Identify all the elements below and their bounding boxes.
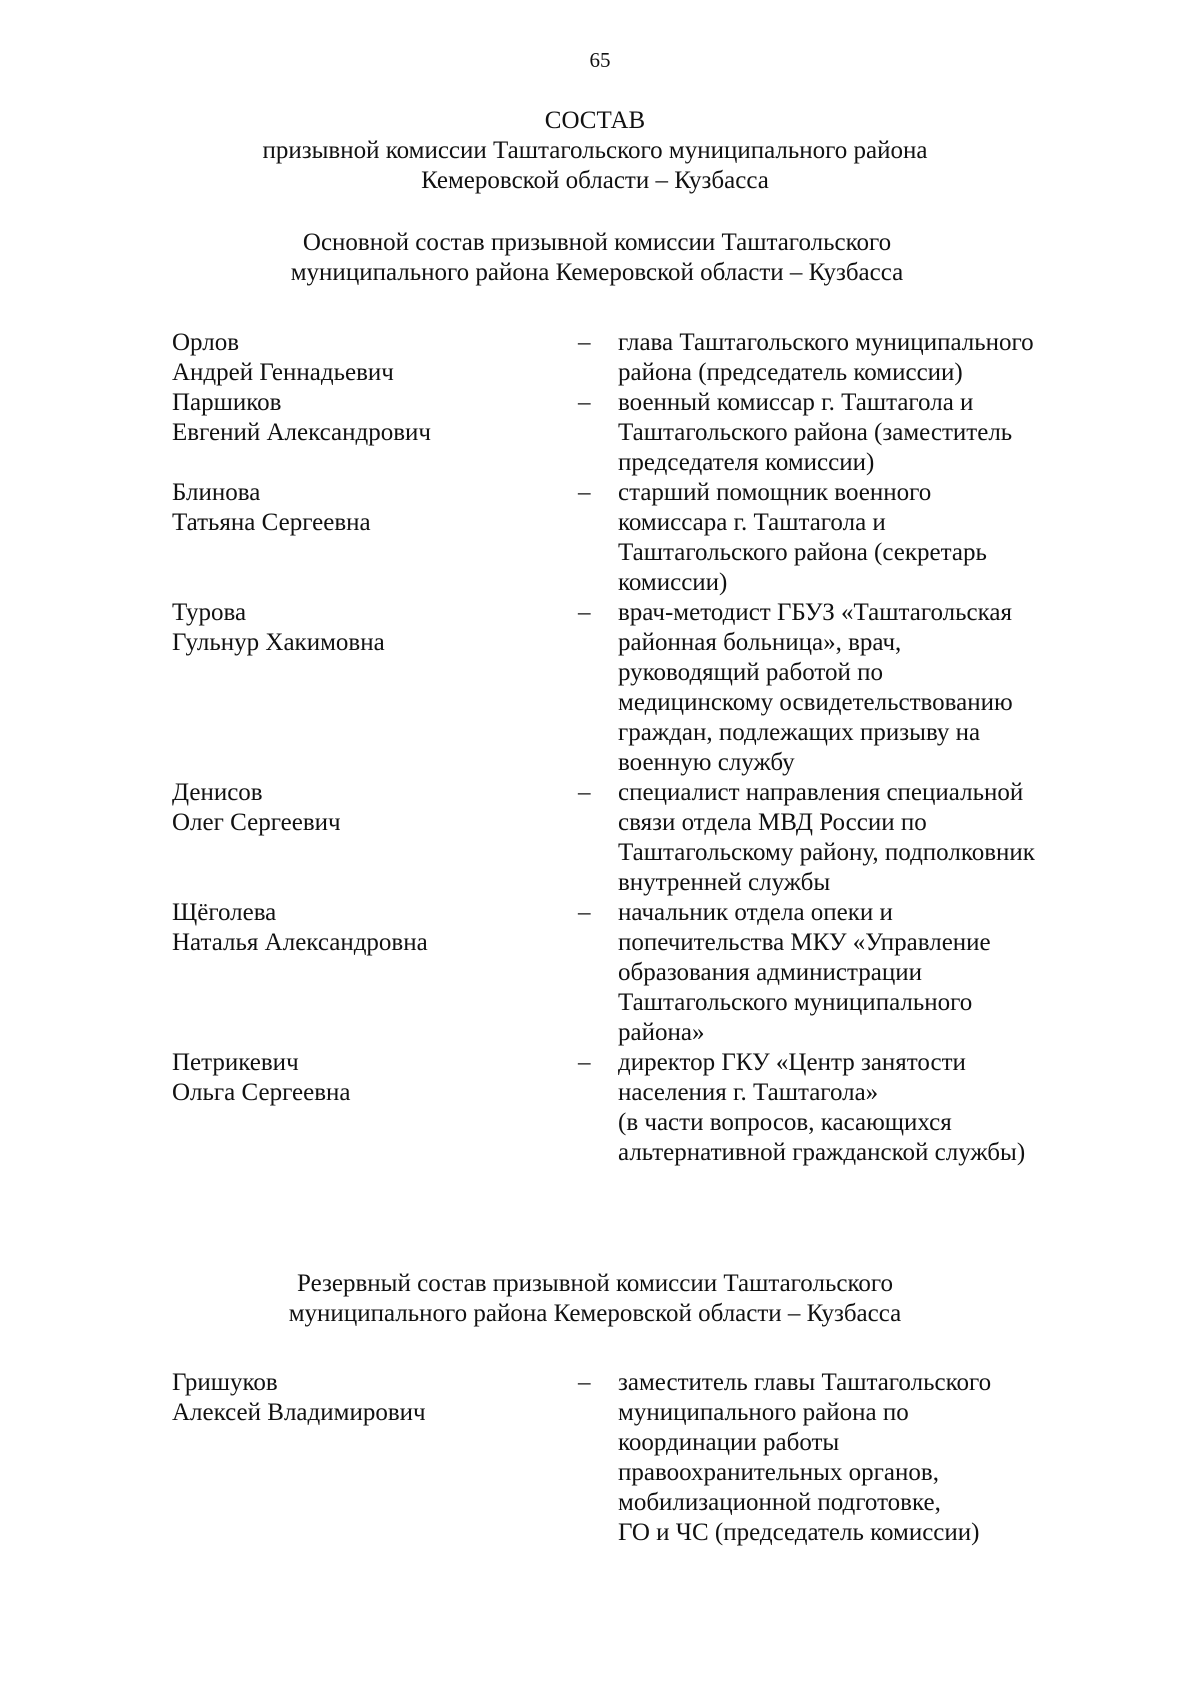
member-dash: – xyxy=(578,389,591,416)
member-surname: Щёголева xyxy=(172,899,277,926)
member-dash: – xyxy=(578,899,591,926)
member-role-line: военный комиссар г. Таштагола и xyxy=(618,389,974,416)
member-dash: – xyxy=(578,779,591,806)
member-role xyxy=(618,598,1178,778)
member-role xyxy=(618,778,1178,898)
member-role-line: специалист направления специальной xyxy=(618,779,1024,806)
member-role xyxy=(618,1048,1178,1168)
member-role-line: ГО и ЧС (председатель комиссии) xyxy=(618,1519,980,1546)
member-entry xyxy=(0,598,1200,778)
member-role-line: Таштагольскому району, подполковник xyxy=(618,839,1035,866)
member-role-line: руководящий работой по xyxy=(618,659,884,686)
reserve-heading-line-1: Резервный состав призывной комиссии Таштагольского xyxy=(297,1270,893,1297)
main-section-heading xyxy=(0,228,1200,288)
member-role xyxy=(618,388,1178,478)
member-dash: – xyxy=(578,1049,591,1076)
member-dash: – xyxy=(578,1369,591,1396)
member-role-line: попечительства МКУ «Управление xyxy=(618,929,991,956)
member-role-line: медицинскому освидетельствованию xyxy=(618,689,1013,716)
member-entry xyxy=(0,1368,1200,1548)
title-line-2: призывной комиссии Таштагольского муниципального района xyxy=(262,137,928,164)
member-name xyxy=(172,1048,351,1108)
member-role-line: районная больница», врач, xyxy=(618,629,902,656)
member-role-line: района (председатель комиссии) xyxy=(618,359,963,386)
member-given-names: Алексей Владимирович xyxy=(172,1399,426,1426)
member-role-line: координации работы xyxy=(618,1429,840,1456)
member-role-line: начальник отдела опеки и xyxy=(618,899,893,926)
title-line-3: Кемеровской области – Кузбасса xyxy=(421,167,769,194)
member-name xyxy=(172,388,431,448)
member-role-line: внутренней службы xyxy=(618,869,831,896)
member-given-names: Наталья Александровна xyxy=(172,929,428,956)
member-surname: Паршиков xyxy=(172,389,282,416)
member-role-line: директор ГКУ «Центр занятости xyxy=(618,1049,966,1076)
member-role-line: председателя комиссии) xyxy=(618,449,875,476)
member-surname: Гришуков xyxy=(172,1369,278,1396)
member-role-line: военную службу xyxy=(618,749,795,776)
member-name xyxy=(172,328,394,388)
member-dash: – xyxy=(578,329,591,356)
member-surname: Петрикевич xyxy=(172,1049,299,1076)
main-heading-line-1: Основной состав призывной комиссии Таштагольского xyxy=(302,229,892,256)
member-role-line: заместитель главы Таштагольского xyxy=(618,1369,992,1396)
member-role-line: образования администрации xyxy=(618,959,922,986)
member-given-names: Татьяна Сергеевна xyxy=(172,509,371,536)
member-role-line: Таштагольского района (заместитель xyxy=(618,419,1013,446)
member-surname: Блинова xyxy=(172,479,261,506)
member-entry xyxy=(0,778,1200,898)
member-role-line: (в части вопросов, касающихся xyxy=(618,1109,952,1136)
main-member-list xyxy=(0,328,1200,1168)
member-given-names: Евгений Александрович xyxy=(172,419,431,446)
member-dash: – xyxy=(578,479,591,506)
member-surname: Турова xyxy=(172,599,247,626)
member-role-line: правоохранительных органов, xyxy=(618,1459,939,1486)
member-entry xyxy=(0,478,1200,598)
page-number: 65 xyxy=(589,48,611,72)
member-role xyxy=(618,328,1178,388)
member-role xyxy=(618,898,1178,1048)
reserve-heading-line-2: муниципального района Кемеровской области – Кузбасса xyxy=(288,1300,902,1327)
member-name xyxy=(172,1368,426,1428)
member-surname: Денисов xyxy=(172,779,263,806)
member-role-line: глава Таштагольского муниципального xyxy=(618,329,1034,356)
member-role-line: района» xyxy=(618,1019,705,1046)
title-line-1: СОСТАВ xyxy=(544,107,646,134)
member-name xyxy=(172,778,341,838)
member-entry xyxy=(0,898,1200,1048)
member-role-line: связи отдела МВД России по xyxy=(618,809,927,836)
member-entry xyxy=(0,328,1200,388)
member-surname: Орлов xyxy=(172,329,240,356)
member-role-line: муниципального района по xyxy=(618,1399,909,1426)
member-name xyxy=(172,598,385,658)
main-heading-line-2: муниципального района Кемеровской области – Кузбасса xyxy=(290,259,904,286)
reserve-section-heading xyxy=(0,1269,1200,1329)
member-entry xyxy=(0,1048,1200,1168)
member-role-line: населения г. Таштагола» xyxy=(618,1079,879,1106)
member-given-names: Гульнур Хакимовна xyxy=(172,629,385,656)
member-role-line: врач-методист ГБУЗ «Таштагольская xyxy=(618,599,1012,626)
member-dash: – xyxy=(578,599,591,626)
member-role xyxy=(618,1368,1178,1548)
reserve-member-list xyxy=(0,1368,1200,1548)
member-given-names: Ольга Сергеевна xyxy=(172,1079,351,1106)
member-role-line: мобилизационной подготовке, xyxy=(618,1489,941,1516)
document-title xyxy=(0,106,1200,196)
member-role-line: Таштагольского района (секретарь xyxy=(618,539,987,566)
member-role-line: комиссара г. Таштагола и xyxy=(618,509,886,536)
member-role-line: старший помощник военного xyxy=(618,479,932,506)
member-role-line: Таштагольского муниципального xyxy=(618,989,973,1016)
member-name xyxy=(172,478,371,538)
member-role-line: граждан, подлежащих призыву на xyxy=(618,719,981,746)
member-given-names: Андрей Геннадьевич xyxy=(172,359,394,386)
member-role xyxy=(618,478,1178,598)
member-given-names: Олег Сергеевич xyxy=(172,809,341,836)
member-name xyxy=(172,898,428,958)
member-entry xyxy=(0,388,1200,478)
member-role-line: комиссии) xyxy=(618,569,728,596)
member-role-line: альтернативной гражданской службы) xyxy=(618,1139,1026,1166)
